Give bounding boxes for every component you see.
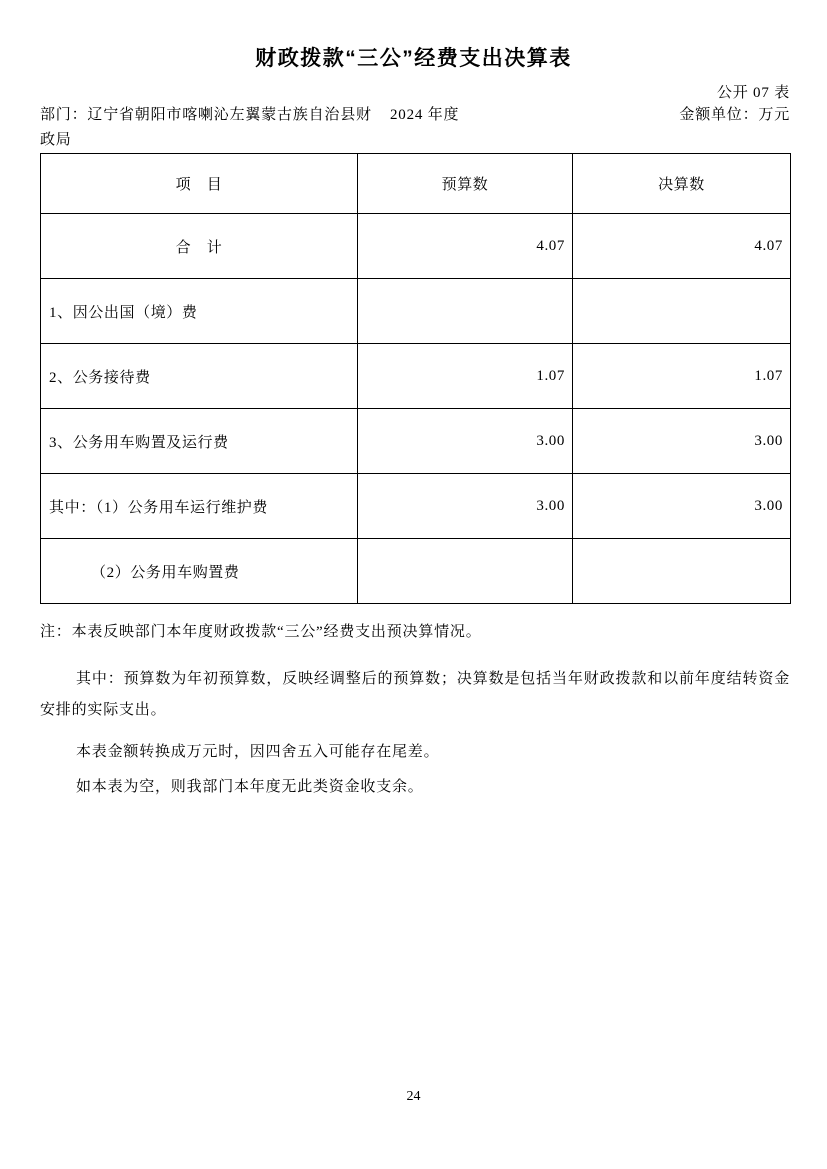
column-header-final: 决算数 [573,154,791,214]
row-item-vehicle-maintenance: 其中：（1）公务用车运行维护费 [41,474,358,539]
page-title: 财政拨款“三公”经费支出决算表 [255,47,572,70]
amount-unit-label: 金额单位：万元 [679,107,790,123]
row-item-vehicle-purchase: （2）公务用车购置费 [41,539,358,604]
row-final-reception: 1.07 [573,344,791,409]
note-line: 本表金额转换成万元时，因四舍五入可能存在尾差。 [76,744,440,760]
note-line: 其中：预算数为年初预算数，反映经调整后的预算数；决算数是包括当年财政拨款和以前年度结转资金安排的实际支出。 [40,671,790,718]
page-number: 24 [406,1089,421,1104]
row-final-abroad [573,279,791,344]
fiscal-year-label: 2024 年度 [390,107,460,123]
row-budget-vehicle-maintenance: 3.00 [358,474,573,539]
table-row [41,409,791,474]
row-item-reception: 2、公务接待费 [41,344,358,409]
meta-row [40,103,790,153]
table-header-row [41,154,791,214]
row-budget-vehicle-purchase [358,539,573,604]
row-budget-vehicle-total: 3.00 [358,409,573,474]
row-item-total: 合 计 [41,214,358,279]
expense-table [40,153,791,604]
row-item-vehicle-total: 3、公务用车购置及运行费 [41,409,358,474]
column-header-budget: 预算数 [358,154,573,214]
table-row [41,539,791,604]
row-budget-reception: 1.07 [358,344,573,409]
row-final-vehicle-maintenance: 3.00 [573,474,791,539]
table-row [41,474,791,539]
table-row [41,344,791,409]
row-final-total: 4.07 [573,214,791,279]
notes-section [40,617,790,803]
row-budget-abroad [358,279,573,344]
row-final-vehicle-total: 3.00 [573,409,791,474]
row-final-vehicle-purchase [573,539,791,604]
department-label: 部门：辽宁省朝阳市喀喇沁左翼蒙古族自治县财政局 [40,107,372,148]
table-row [41,214,791,279]
column-header-item: 项 目 [41,154,358,214]
table-row [41,279,791,344]
note-line: 注：本表反映部门本年度财政拨款“三公”经费支出预决算情况。 [40,624,482,640]
note-line: 如本表为空，则我部门本年度无此类资金收支余。 [76,779,424,795]
row-budget-total: 4.07 [358,214,573,279]
row-item-abroad: 1、因公出国（境）费 [41,279,358,344]
table-code-label: 公开 07 表 [716,85,790,101]
